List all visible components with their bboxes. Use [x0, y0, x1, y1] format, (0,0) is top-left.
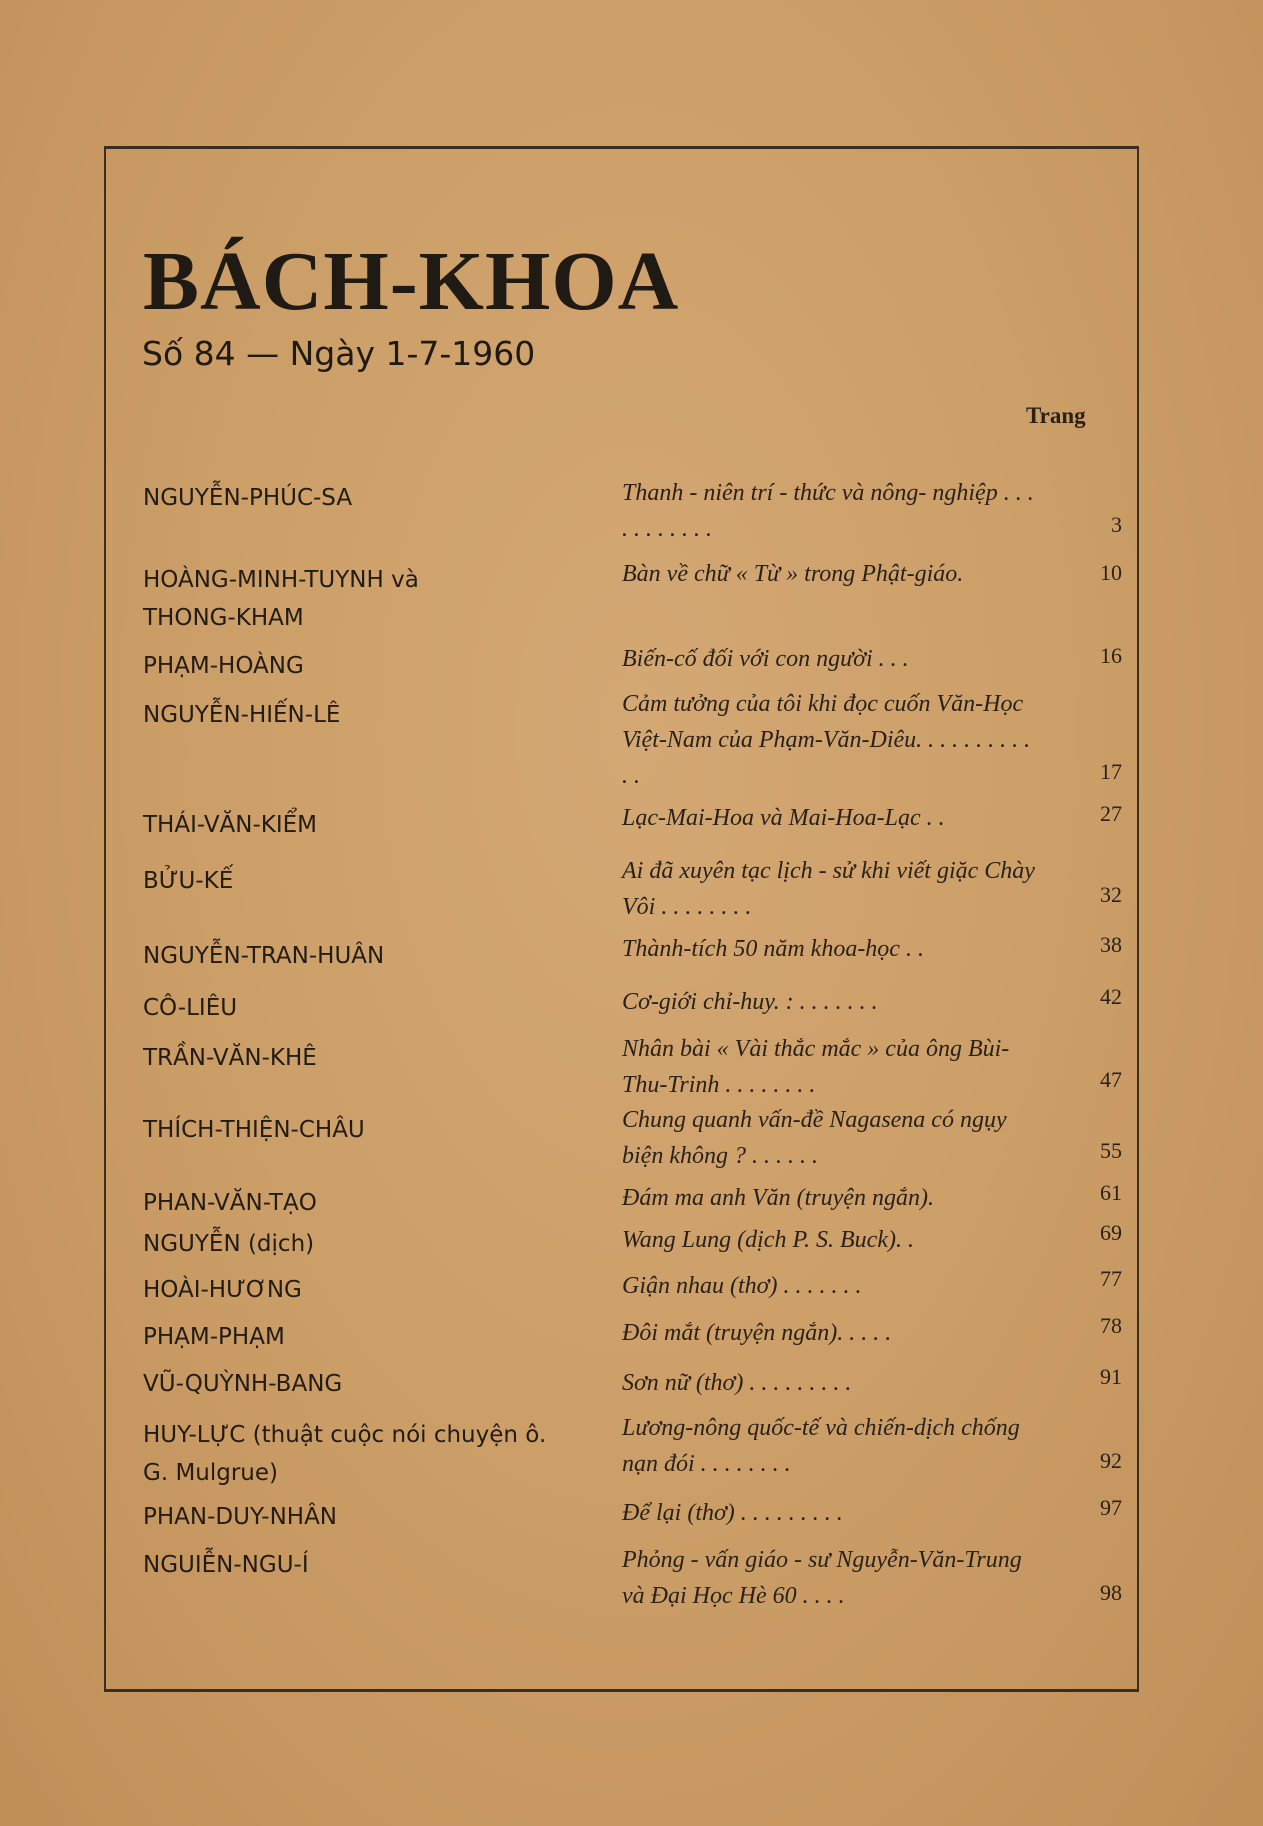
toc-page-number: 32 [1100, 882, 1122, 907]
toc-page-number: 61 [1100, 1180, 1122, 1205]
toc-author: TRẦN-VĂN-KHÊ [143, 1045, 317, 1071]
toc-page-number: 10 [1100, 560, 1122, 585]
toc-page-number: 98 [1100, 1580, 1122, 1605]
toc-author: BỬU-KẾ [143, 868, 234, 894]
toc-page-number: 97 [1100, 1495, 1122, 1520]
toc-page-number: 78 [1100, 1313, 1122, 1338]
toc-author: PHAN-VĂN-TẠO [143, 1190, 317, 1216]
toc-title: Thành-tích 50 năm khoa-học . . [622, 936, 924, 962]
toc-page-number: 77 [1100, 1266, 1122, 1291]
toc-author: THÍCH-THIỆN-CHÂU [143, 1117, 365, 1143]
toc-title: Cơ-giới chỉ-huy. : . . . . . . . [622, 989, 878, 1015]
page-column-header: Trang [1026, 403, 1086, 428]
toc-title: Lương-nông quốc-tế và chiến-dịch chống nạn đói . . . . . . . . [622, 1415, 1020, 1477]
toc-page-number: 69 [1100, 1220, 1122, 1245]
toc-title: Để lại (thơ) . . . . . . . . . [622, 1500, 843, 1526]
toc-author: NGUYỄN-TRAN-HUÂN [143, 943, 385, 969]
toc-author: THÁI-VĂN-KIỂM [143, 812, 318, 838]
toc-author: VŨ-QUỲNH-BANG [143, 1371, 343, 1397]
toc-title: Cảm tưởng của tôi khi đọc cuốn Văn-Học Việt-Nam của Phạm-Văn-Diêu. . . . . . . . . . . . [622, 691, 1031, 789]
toc-page-number: 16 [1100, 643, 1122, 668]
toc-page-number: 47 [1100, 1067, 1122, 1092]
toc-page-number: 17 [1100, 759, 1122, 784]
toc-title: Biến-cố đối với con người . . . [622, 646, 909, 672]
toc-page-number: 92 [1100, 1448, 1122, 1473]
toc-title: Sơn nữ (thơ) . . . . . . . . . [622, 1370, 852, 1396]
toc-title: Ai đã xuyên tạc lịch - sử khi viết giặc Chày Vôi . . . . . . . . [622, 858, 1035, 920]
toc-page-number: 38 [1100, 932, 1122, 957]
toc-author: HOÀI-HƯƠNG [143, 1277, 302, 1303]
toc-author: PHAN-DUY-NHÂN [143, 1504, 338, 1530]
toc-title: Nhân bài « Vài thắc mắc » của ông Bùi-Thu-Trinh . . . . . . . . [622, 1036, 1010, 1098]
toc-author: NGUYỄN (dịch) [143, 1231, 315, 1257]
toc-title: Wang Lung (dịch P. S. Buck). . [622, 1227, 914, 1253]
toc-author: NGUYỄN-PHÚC-SA [143, 485, 353, 511]
toc-author: NGUYỄN-HIẾN-LÊ [143, 702, 341, 728]
toc-title: Chung quanh vấn-đề Nagasena có ngụy biện không ? . . . . . . [622, 1107, 1007, 1169]
toc-author: PHẠM-PHẠM [143, 1324, 285, 1350]
toc-title: Lạc-Mai-Hoa và Mai-Hoa-Lạc . . [622, 805, 945, 831]
toc-page-number: 91 [1100, 1364, 1122, 1389]
toc-title: Phỏng - vấn giáo - sư Nguyễn-Văn-Trung và Đại Học Hè 60 . . . . [622, 1547, 1022, 1609]
magazine-title: BÁCH-KHOA [143, 235, 680, 328]
toc-author: NGUIỄN-NGU-Í [143, 1552, 309, 1578]
toc-author: PHẠM-HOÀNG [143, 653, 304, 679]
toc-title: Giận nhau (thơ) . . . . . . . [622, 1273, 862, 1299]
toc-author: HUY-LỰC (thuật cuộc nói chuyện ô. G. Mulgrue) [143, 1422, 554, 1486]
toc-author: CÔ-LIÊU [143, 995, 238, 1021]
toc-title: Bàn về chữ « Từ » trong Phật-giáo. [622, 561, 964, 587]
toc-author: HOÀNG-MINH-TUYNH và THONG-KHAM [143, 567, 427, 631]
toc-page-number: 27 [1100, 801, 1122, 826]
toc-title: Thanh - niên trí - thức và nông- nghiệp . . . . . . . . . . . [622, 480, 1034, 542]
toc-title: Đôi mắt (truyện ngắn). . . . . [622, 1320, 892, 1346]
toc-page-number: 55 [1100, 1138, 1122, 1163]
issue-line: Số 84 — Ngày 1-7-1960 [142, 334, 536, 373]
toc-page-number: 42 [1100, 984, 1122, 1009]
toc-page-number: 3 [1111, 512, 1122, 537]
toc-title: Đám ma anh Văn (truyện ngắn). [622, 1185, 934, 1211]
